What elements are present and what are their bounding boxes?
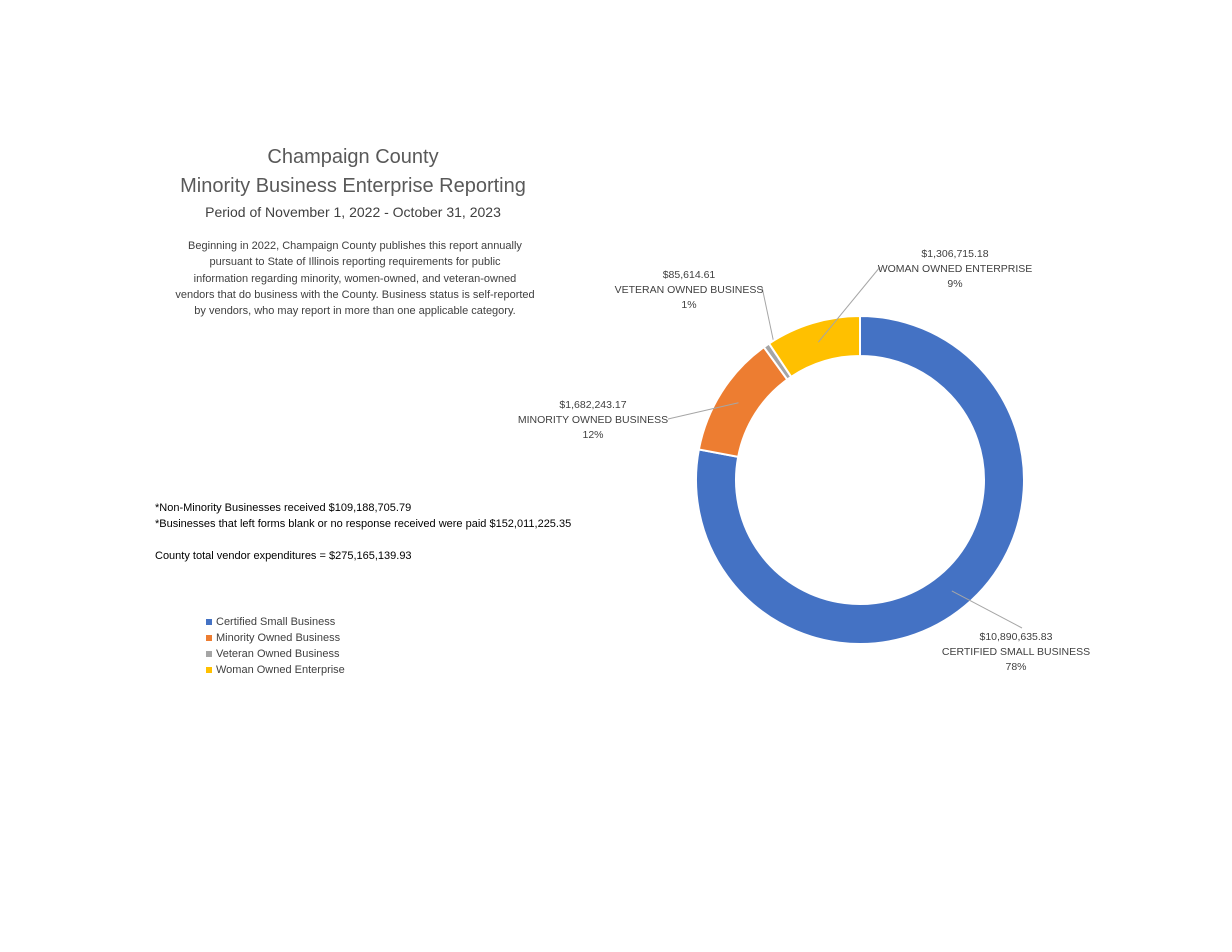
data-label-percent: 9%	[947, 278, 963, 290]
data-label-value: $1,682,243.17	[559, 399, 627, 411]
donut-slice-minority-owned-business	[699, 347, 787, 457]
description-line: pursuant to State of Illinois reporting requirements for public	[209, 256, 501, 269]
data-label-value: $10,890,635.83	[979, 631, 1053, 643]
description-line: Beginning in 2022, Champaign County publishes this report annually	[188, 240, 522, 252]
legend-label: Certified Small Business	[216, 616, 336, 628]
data-label-value: $1,306,715.18	[921, 248, 989, 260]
blank-forms-note: *Businesses that left forms blank or no response received were paid $152,011,225.35	[155, 518, 572, 530]
chart-title-line-2: Minority Business Enterprise Reporting	[180, 175, 526, 197]
total-expenditures-note: County total vendor expenditures = $275,165,139.93	[155, 550, 412, 562]
data-label-category: CERTIFIED SMALL BUSINESS	[941, 646, 1091, 658]
data-label-category: WOMAN OWNED ENTERPRISE	[877, 263, 1033, 275]
legend-label: Minority Owned Business	[216, 632, 341, 644]
legend-label: Woman Owned Enterprise	[216, 664, 345, 676]
description-line: by vendors, who may report in more than one applicable category.	[194, 305, 516, 318]
legend-label: Veteran Owned Business	[216, 648, 340, 660]
data-label-category: MINORITY OWNED BUSINESS	[517, 414, 669, 426]
description-line: vendors that do business with the County. Business status is self-reported	[175, 288, 535, 301]
description-line: information regarding minority, women-owned, and veteran-owned	[193, 272, 517, 285]
data-label-percent: 12%	[582, 429, 604, 441]
non-minority-note: *Non-Minority Businesses received $109,188,705.79	[155, 502, 412, 514]
leader-line	[952, 591, 1022, 628]
data-label-percent: 78%	[1005, 661, 1027, 673]
chart-title-line-1: Champaign County	[267, 146, 439, 168]
chart-subtitle: Period of November 1, 2022 - October 31, 2023	[205, 204, 501, 220]
data-label-value: $85,614.61	[662, 269, 716, 281]
data-label-category: VETERAN OWNED BUSINESS	[614, 284, 764, 296]
data-label-percent: 1%	[681, 299, 697, 311]
